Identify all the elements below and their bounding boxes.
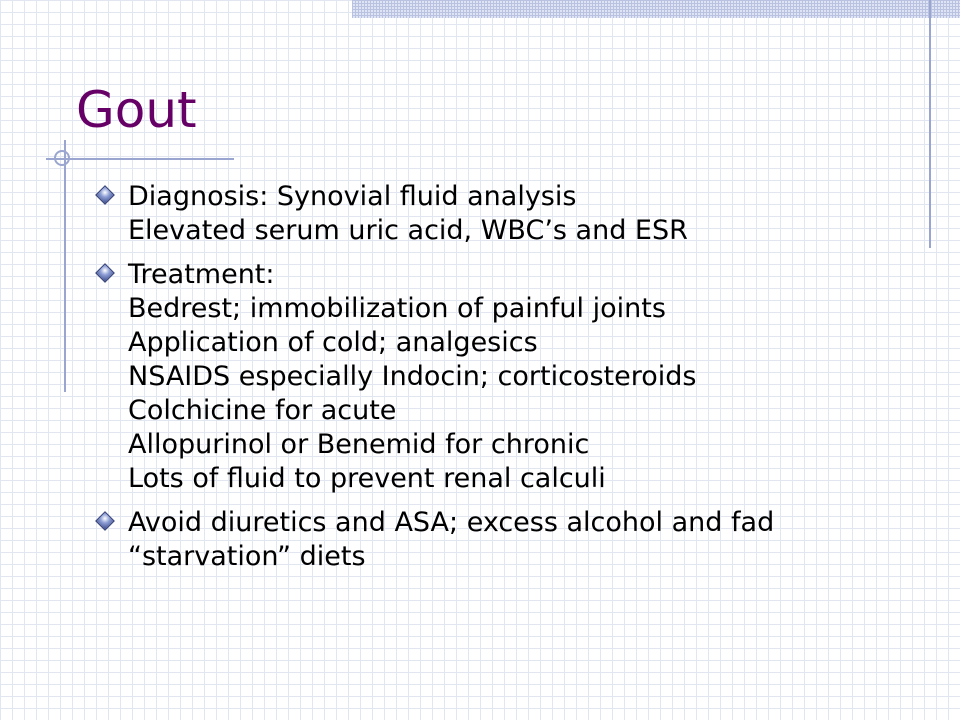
bullet-line: Avoid diuretics and ASA; excess alcohol and fad	[128, 507, 775, 538]
bullet-list	[128, 180, 928, 584]
bullet-line: Application of cold; analgesics	[128, 327, 538, 358]
diamond-bullet-icon	[95, 185, 115, 205]
decorative-top-strip	[352, 0, 960, 18]
diamond-bullet-icon	[95, 511, 115, 531]
decorative-vertical-line-right	[929, 0, 931, 248]
bullet-line: Bedrest; immobilization of painful joints	[128, 293, 666, 324]
bullet-line: “starvation” diets	[128, 541, 366, 572]
slide-title: Gout	[76, 81, 197, 139]
bullet-line: Colchicine for acute	[128, 395, 397, 426]
decorative-circle-icon	[54, 150, 70, 166]
bullet-line: Allopurinol or Benemid for chronic	[128, 429, 590, 460]
diamond-bullet-icon	[95, 263, 115, 283]
bullet-avoid	[128, 506, 928, 574]
decorative-vertical-line-left	[64, 140, 66, 392]
bullet-diagnosis	[128, 180, 928, 248]
bullet-treatment	[128, 258, 928, 496]
bullet-line: Lots of fluid to prevent renal calculi	[128, 463, 606, 494]
bullet-line: NSAIDS especially Indocin; corticosteroids	[128, 361, 697, 392]
bullet-line: Treatment:	[128, 259, 275, 290]
bullet-line: Elevated serum uric acid, WBC’s and ESR	[128, 215, 688, 246]
decorative-title-underline	[46, 158, 234, 160]
bullet-line: Diagnosis: Synovial fluid analysis	[128, 181, 577, 212]
